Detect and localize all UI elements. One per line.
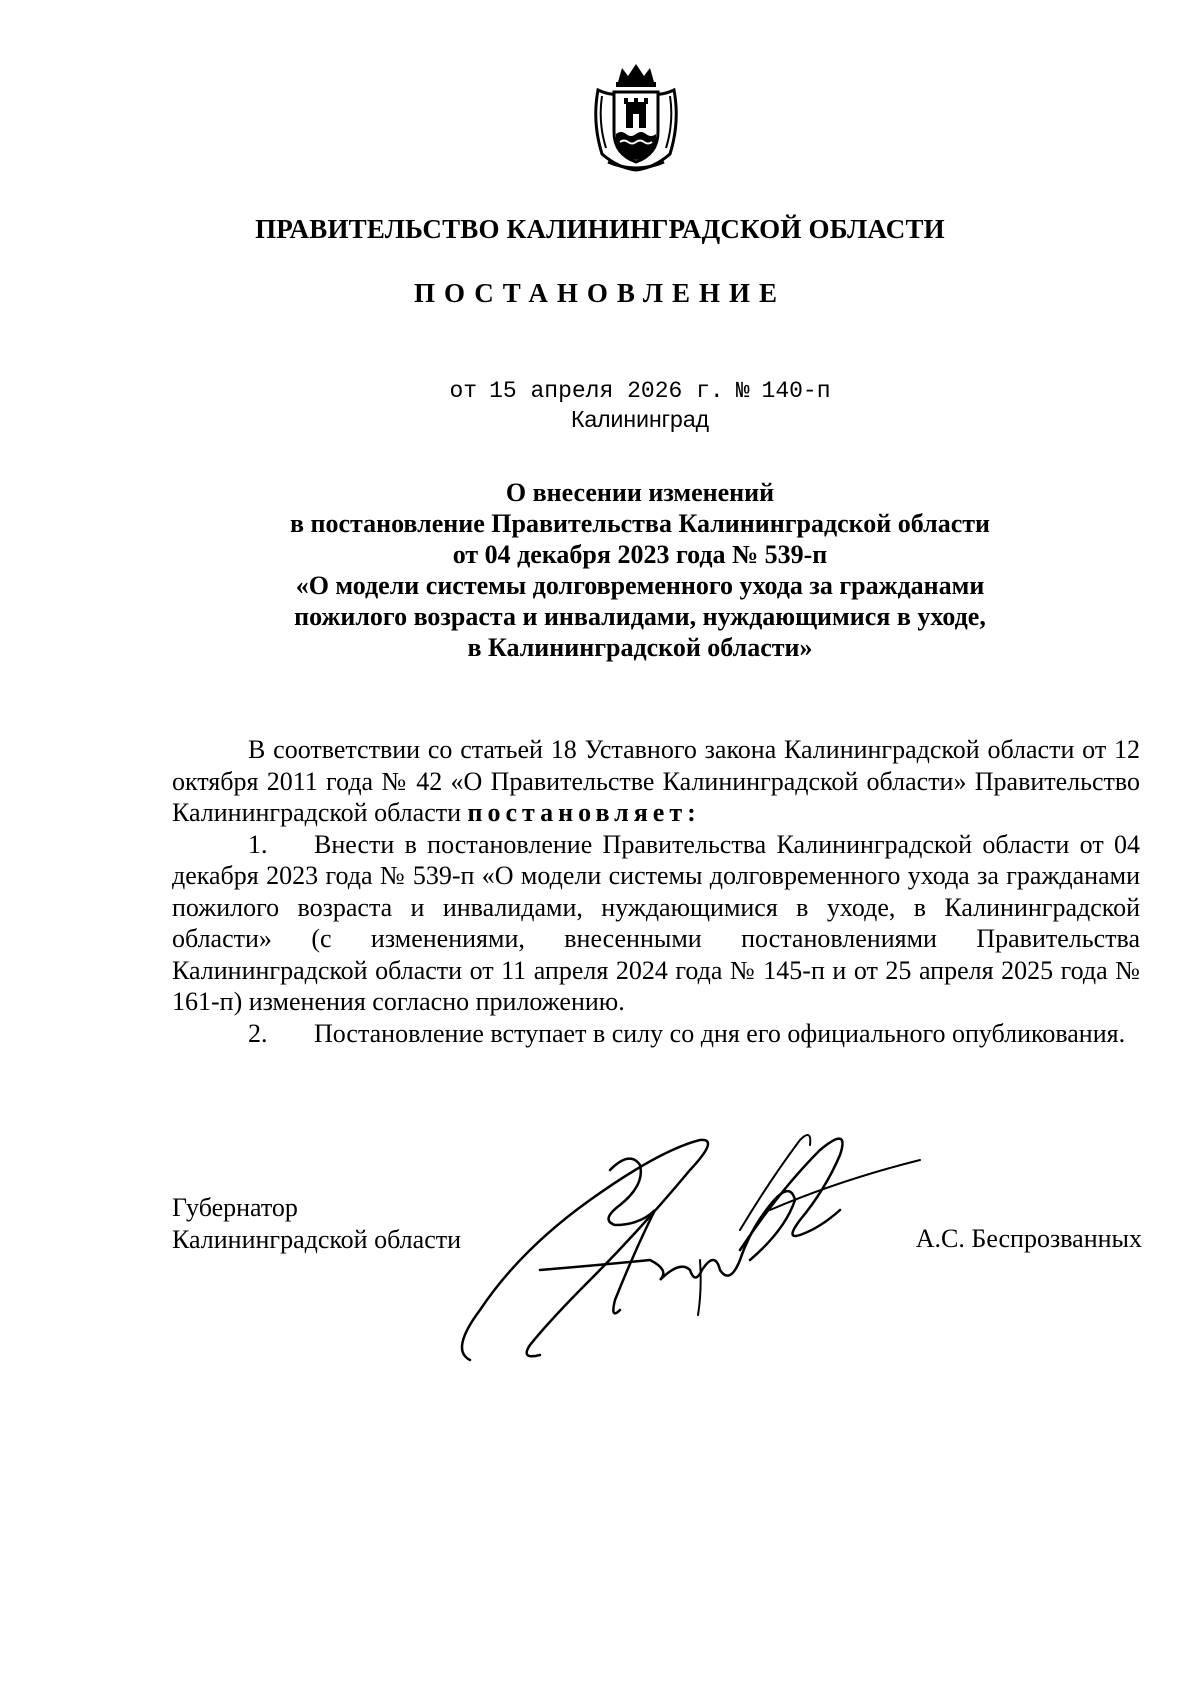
list-item (172, 1018, 1140, 1050)
city: Калининград (570, 406, 710, 432)
position-line: Губернатор (172, 1193, 298, 1222)
preamble-verb: постановляет: (467, 798, 701, 827)
title-line: от 04 декабря 2023 года № 539-п (452, 540, 828, 569)
document-date: 15 апреля 2026 г. (489, 378, 724, 404)
list-item (172, 829, 1140, 1018)
title-line: в постановление Правительства Калининградской области (289, 509, 991, 538)
dateline (0, 378, 1200, 433)
document-number: 140-п (761, 378, 831, 404)
item-number: 1. (248, 829, 268, 859)
document-body (172, 734, 1140, 1049)
title-line: О внесении изменений (505, 478, 775, 507)
title-line: пожилого возраста и инвалидами, нуждающимися в уходе, (294, 602, 986, 631)
handwritten-signature-icon (440, 1110, 940, 1380)
item-text: Постановление вступает в силу со дня его официального опубликования. (314, 1018, 1126, 1048)
position-line: Калининградской области (172, 1225, 462, 1254)
item-text: Внести в постановление Правительства Калининградской области от 04 декабря 2023 года № 539-п «О модели системы долговременного ухода за гражданами пожилого возраста и инвалидами, нуждающимися в уходе, в Калининградской области» (с изменениями, внесенными постановлениями Правительства Калининградской области от 11 апреля 2024 года № 145-п и от 25 апреля 2025 года № 161-п) изменения согласно приложению. (172, 829, 1140, 1016)
coat-of-arms-icon (588, 62, 684, 172)
title-line: «О модели системы долговременного ухода за гражданами (295, 571, 985, 600)
document-title (0, 477, 1200, 663)
signatory-position (172, 1192, 461, 1256)
title-line: в Калининградской области» (467, 633, 813, 662)
item-number: 2. (248, 1018, 268, 1048)
signatory-name: А.С. Беспрозванных (915, 1224, 1142, 1253)
preamble (172, 734, 1140, 829)
organization-name: ПРАВИТЕЛЬСТВО КАЛИНИНГРАДСКОЙ ОБЛАСТИ (255, 214, 945, 244)
number-sign: № (735, 378, 750, 404)
document-type: ПОСТАНОВЛЕНИЕ (413, 278, 787, 308)
preamble-text: В соответствии со статьей 18 Уставного закона Калининградской области от 12 октября 2011 года № 42 «О Правительстве Калининградской области» Правительство Калининградской области (172, 735, 1140, 827)
date-prefix: от (449, 378, 478, 404)
